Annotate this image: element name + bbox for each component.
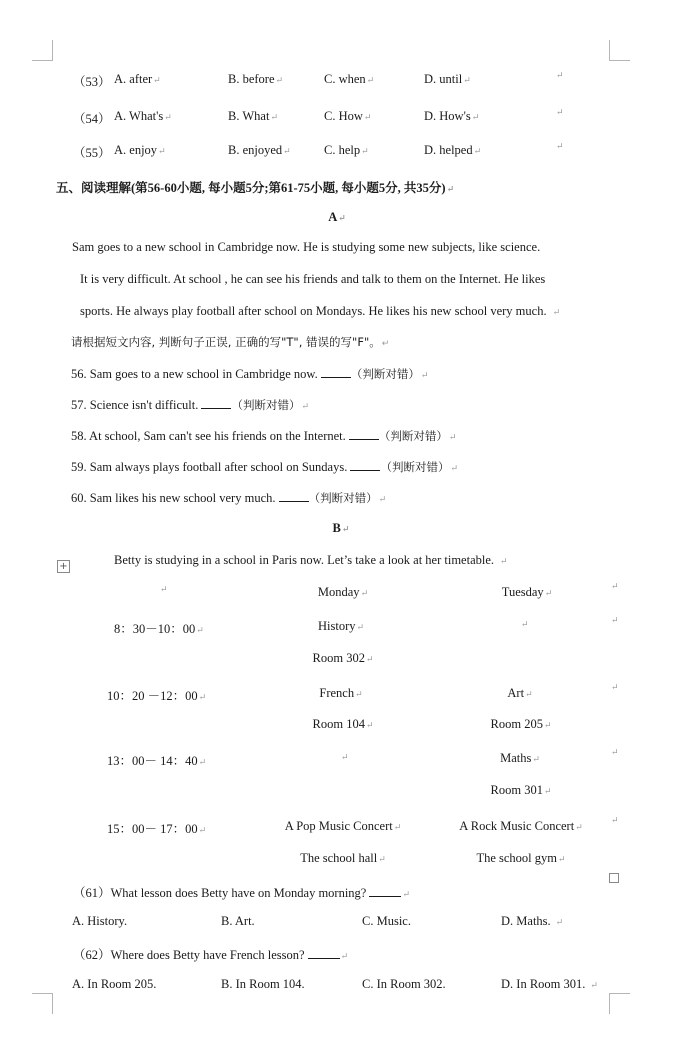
option: A. after [114,72,153,86]
passage-intro: Betty is studying in a school in Paris now. Let’s take a look at her timetable. [114,553,495,567]
paragraph-mark-icon: ↵ [393,822,402,832]
paragraph-mark-icon: ↵ [611,815,619,825]
tf-suffix: （判断对错） [231,398,301,412]
paragraph-mark-icon: ↵ [361,146,369,156]
option: C. when [324,72,366,86]
paragraph-mark-icon: ↵ [543,786,552,796]
paragraph-mark-icon: ↵ [270,112,278,122]
option: C. In Room 302. [362,977,446,991]
option: D. until [424,72,463,86]
paragraph-mark-icon: ↵ [471,112,480,122]
event-name: A Pop Music Concert [284,819,393,833]
statement-text: 59. Sam always plays football after school on Sundays. [71,460,348,474]
answer-blank[interactable] [201,398,231,409]
crop-mark-top-left [32,40,53,61]
paragraph-mark-icon: ↵ [463,75,471,85]
option: C. How [324,109,363,123]
paragraph-mark-icon: ↵ [365,654,374,664]
paragraph-mark-icon: ↵ [198,825,207,835]
option: A. enjoy [114,143,158,157]
paragraph-mark-icon: ↵ [366,75,375,85]
option: B. What [228,109,270,123]
tf-statement [71,397,309,413]
paragraph-mark-icon: ↵ [500,556,508,566]
tf-statement [71,366,428,382]
option: D. In Room 301. [501,977,586,991]
paragraph-mark-icon: ↵ [544,588,553,598]
lesson-room: Room 301 [490,783,543,797]
paragraph-mark-icon: ↵ [283,146,291,156]
paragraph-mark-icon: ↵ [556,107,564,117]
day-header: Tuesday [501,585,544,599]
option: D. Maths. [501,914,551,928]
paragraph-mark-icon: ↵ [473,146,482,156]
lesson-room: Room 205 [490,717,543,731]
lesson-subject: Art [507,686,525,700]
event-location: The school hall [300,851,378,865]
time-slot: 10：20 －12：00 [107,689,198,703]
option: B. enjoyed [228,143,283,157]
paragraph-mark-icon: ↵ [420,370,429,380]
passage-line: It is very difficult. At school , he can see his friends and talk to them on the Internet. He likes [80,272,546,286]
tf-statement [71,459,458,475]
question-number: （54） [73,112,111,126]
paragraph-mark-icon: ↵ [558,854,566,864]
lesson-subject: French [319,686,355,700]
paragraph-mark-icon: ↵ [381,339,390,349]
day-header: Monday [317,585,360,599]
paragraph-mark-icon: ↵ [196,625,204,635]
option: C. Music. [362,914,411,928]
time-slot: 13：00－ 14：40 [107,754,198,768]
question-stem: （62）Where does Betty have French lesson? [73,948,305,962]
answer-blank[interactable] [321,367,351,378]
statement-text: 57. Science isn't difficult. [71,398,199,412]
paragraph-mark-icon: ↵ [543,720,552,730]
paragraph-mark-icon: ↵ [356,622,365,632]
time-slot: 15：00－ 17：00 [107,822,198,836]
paragraph-mark-icon: ↵ [556,141,564,151]
tf-suffix: （判断对错） [378,429,448,443]
paragraph-mark-icon: ↵ [340,951,349,961]
paragraph-mark-icon: ↵ [611,615,619,625]
paragraph-mark-icon: ↵ [611,747,619,757]
paragraph-mark-icon: ↵ [525,689,533,699]
lesson-room: Room 302 [312,651,365,665]
paragraph-mark-icon: ↵ [446,184,455,194]
paragraph-mark-icon: ↵ [153,75,161,85]
option: A. In Room 205. [72,977,157,991]
crop-mark-top-right [609,40,630,61]
event-name: A Rock Music Concert [459,819,575,833]
paragraph-mark-icon: ↵ [575,822,583,832]
paragraph-mark-icon: ↵ [555,917,564,927]
table-end-marker-icon [609,873,619,883]
paragraph-mark-icon: ↵ [448,432,457,442]
paragraph-mark-icon: ↵ [402,889,411,899]
passage-line: sports. He always play football after school on Mondays. He likes his new school very much. [80,304,547,318]
question-stem: （61）What lesson does Betty have on Monday morning? [73,886,367,900]
option: B. Art. [221,914,255,928]
statement-text: 60. Sam likes his new school very much. [71,491,276,505]
statement-text: 56. Sam goes to a new school in Cambridge now. [71,367,318,381]
crop-mark-bottom-left [32,993,53,1014]
question-number: （53） [73,75,111,89]
table-move-handle-icon[interactable]: + [57,560,70,573]
passage-label: B [332,521,341,535]
paragraph-mark-icon: ↵ [552,307,561,317]
statement-text: 58. At school, Sam can't see his friends on the Internet. [71,429,346,443]
answer-blank[interactable] [279,491,309,502]
paragraph-mark-icon: ↵ [521,619,529,629]
paragraph-mark-icon: ↵ [363,112,372,122]
lesson-subject: History [317,619,356,633]
tf-suffix: （判断对错） [380,460,450,474]
answer-blank[interactable] [308,948,340,959]
paragraph-mark-icon: ↵ [164,112,172,122]
mc-question-stem [73,945,348,963]
paragraph-mark-icon: ↵ [341,752,349,762]
lesson-room: Room 104 [312,717,365,731]
answer-blank[interactable] [349,429,379,440]
tf-suffix: （判断对错） [308,491,378,505]
option: D. helped [424,143,473,157]
paragraph-mark-icon: ↵ [611,682,619,692]
paragraph-mark-icon: ↵ [378,494,387,504]
paragraph-mark-icon: ↵ [450,463,459,473]
option: A. History. [72,914,128,928]
tf-statement [71,490,386,506]
paragraph-mark-icon: ↵ [378,854,386,864]
option: D. How's [424,109,471,123]
time-slot: 8：30－10：00 [114,622,196,636]
paragraph-mark-icon: ↵ [556,70,564,80]
tf-suffix: （判断对错） [350,367,420,381]
paragraph-mark-icon: ↵ [198,692,207,702]
mc-question-stem [73,883,410,901]
passage-line: Sam goes to a new school in Cambridge now. He is studying some new subjects, like science. [72,240,541,254]
paragraph-mark-icon: ↵ [341,524,350,534]
option: B. before [228,72,275,86]
answer-blank[interactable] [350,460,380,471]
crop-mark-bottom-right [609,993,630,1014]
paragraph-mark-icon: ↵ [301,401,310,411]
question-number: （55） [73,146,111,160]
passage-label: A [328,210,338,224]
paragraph-mark-icon: ↵ [365,720,374,730]
paragraph-mark-icon: ↵ [611,581,619,591]
paragraph-mark-icon: ↵ [355,689,363,699]
paragraph-mark-icon: ↵ [360,588,369,598]
section-heading: 五、阅读理解(第56-60小题, 每小题5分;第61-75小题, 每小题5分, 共35分) [56,181,446,195]
lesson-subject: Maths [500,751,532,765]
event-location: The school gym [476,851,557,865]
instruction: 请根据短文内容, 判断句子正误, 正确的写"T", 错误的写"F"。 [71,335,381,349]
paragraph-mark-icon: ↵ [275,75,284,85]
tf-statement [71,428,456,444]
option: A. What's [114,109,164,123]
paragraph-mark-icon: ↵ [532,754,540,764]
paragraph-mark-icon: ↵ [158,146,166,156]
paragraph-mark-icon: ↵ [198,757,207,767]
option: B. In Room 104. [221,977,305,991]
option: C. help [324,143,361,157]
answer-blank[interactable] [369,886,401,897]
paragraph-mark-icon: ↵ [590,980,598,990]
paragraph-mark-icon: ↵ [338,213,346,223]
paragraph-mark-icon: ↵ [160,584,168,594]
